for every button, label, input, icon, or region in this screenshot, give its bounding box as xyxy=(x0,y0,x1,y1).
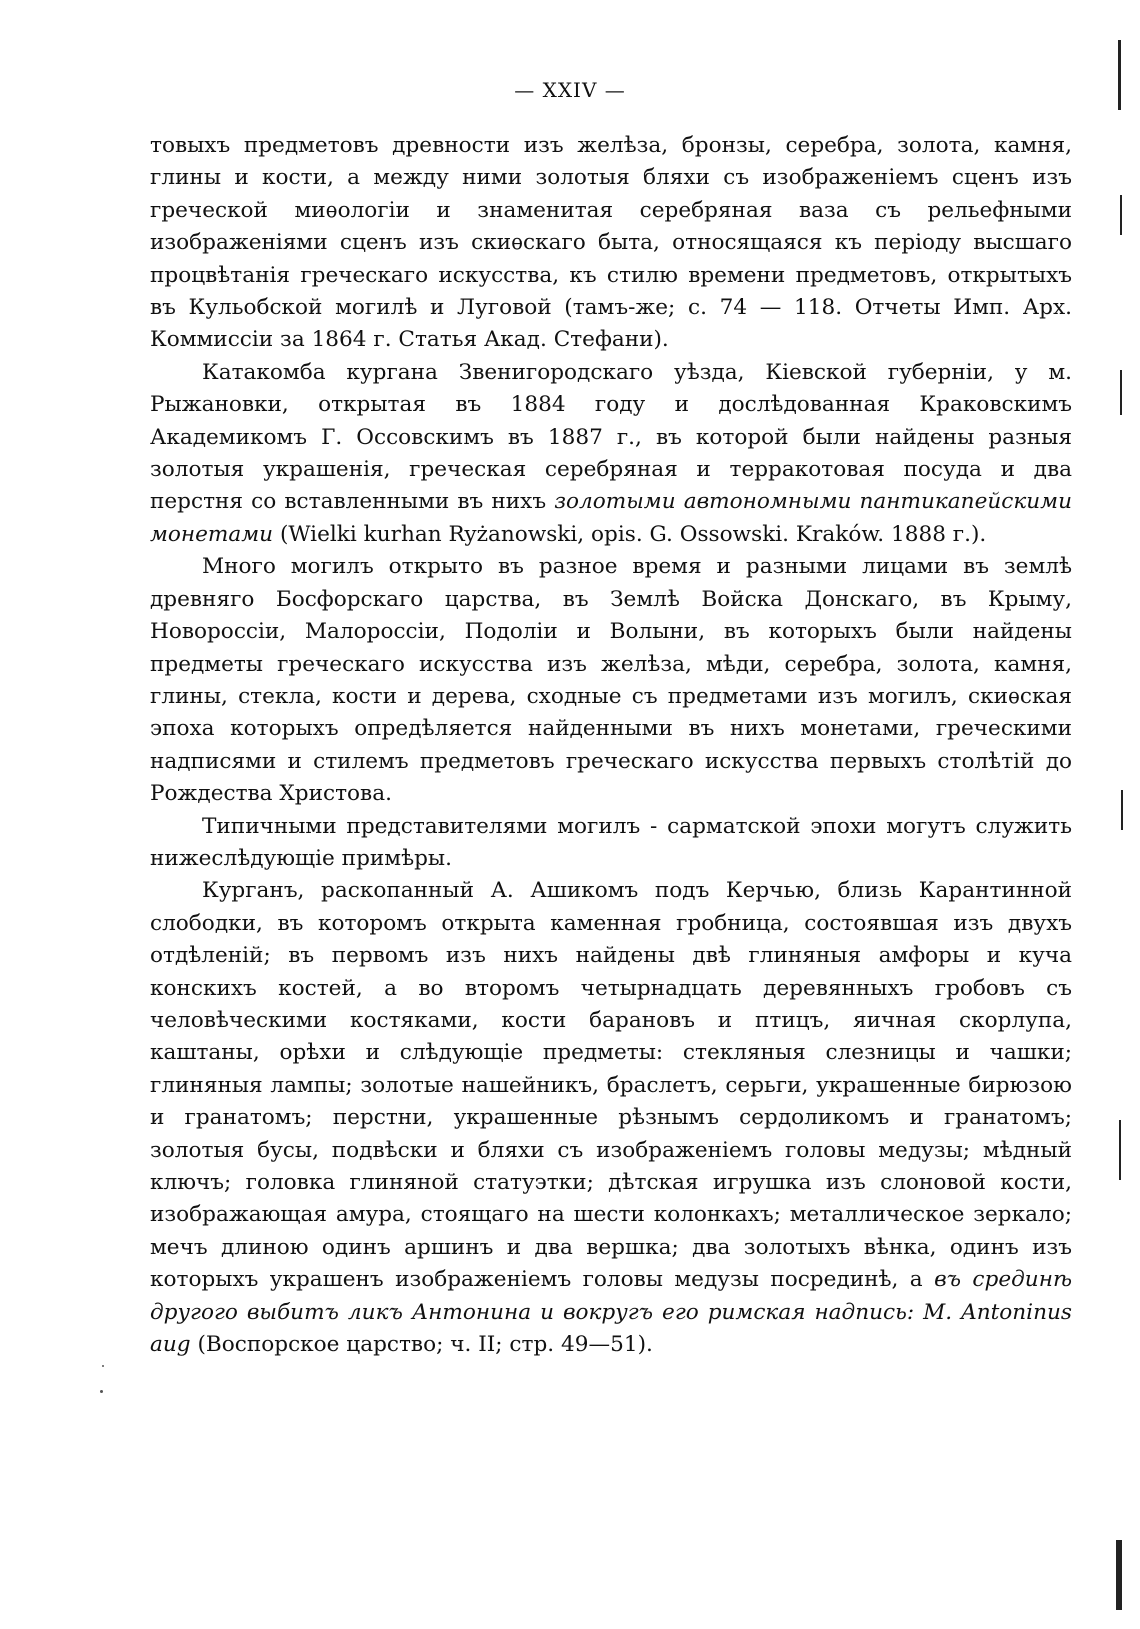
scan-margin-mark xyxy=(1119,1120,1121,1180)
paragraph-text: Много могилъ открыто въ разное время и разными лицами въ землѣ древняго Босфорскаго царства, въ Землѣ Войска Донскаго, въ Крыму, Новороссіи, Малороссіи, Подоліи и Волыни, въ которыхъ были найдены предметы греческаго искусства изъ желѣза, мѣди, серебра, золота, камня, глины, стекла, кости и дерева, сходные съ предметами изъ могилъ, скиѳская эпоха которыхъ опредѣляется найденными въ нихъ монетами, греческими надписями и стилемъ предметовъ греческаго искусства первыхъ столѣтій до Рождества Христова. xyxy=(150,554,1072,807)
paragraph-text: Типичными представителями могилъ - сарматской эпохи могутъ служить нижеслѣдующіе примѣры. xyxy=(150,813,1072,871)
paragraph-text: Курганъ, раскопанный А. Ашикомъ подъ Керчью, близь Карантинной слободки, въ которомъ открыта каменная гробница, состоявшая изъ двухъ отдѣленій; въ первомъ изъ нихъ найдены двѣ глиняныя амфоры и куча конскихъ костей, а во второмъ четырнадцать деревянныхъ гробовъ съ человѣческими костяками, кости барановъ и птицъ, яичная скорлупа, каштаны, орѣхи и слѣдующіе предметы: стекляныя слезницы и чашки; глиняныя лампы; золотые нашейникъ, браслетъ, серьги, украшенные бирюзою и гранатомъ; перстни, украшенные рѣзнымъ сердоликомъ и гранатомъ; золотыя бусы, подвѣски и бляхи съ изображеніемъ головы медузы; мѣдный ключъ; головка глиняной статуэтки; дѣтская игрушка изъ слоновой кости, изображающая амура, стоящаго на шести колонкахъ; металлическое зеркало; мечъ длиною одинъ аршинъ и два вершка; два золотыхъ вѣнка, одинъ изъ которыхъ украшенъ изображеніемъ головы медузы посрединѣ, а xyxy=(150,878,1072,1293)
paragraph-text: Катакомба кургана Звенигородскаго уѣзда, Кіевской губерніи, у м. Рыжановки, открытая въ 1884 году и дослѣдованная Краковскимъ Академикомъ Г. Оссовскимъ въ 1887 г., въ которой были найдены разныя золотыя украшенія, греческая серебряная и терракотовая посуда и два перстня со вставленными въ нихъ xyxy=(150,359,1072,515)
paragraph xyxy=(150,130,1072,357)
scan-margin-mark xyxy=(1116,1540,1122,1610)
paragraph-text: (Воспорское царство; ч. II; стр. 49—51). xyxy=(190,1332,653,1358)
paragraph-italic-text: въ срединѣ другого выбитъ ликъ Антонина и вокругъ его римская надпись: M. Antoninus aug xyxy=(150,1267,1072,1358)
paragraph xyxy=(150,875,1072,1361)
paragraph-italic-text: золотыми автономными пантикапейскими монетами xyxy=(150,489,1072,547)
paragraph-text: (Wielki kurhan Ryżanowski, opis. G. Ossowski. Kraków. 1888 г.). xyxy=(273,521,987,547)
paragraph xyxy=(150,551,1072,810)
paragraph xyxy=(150,811,1072,876)
scan-speck xyxy=(100,1390,103,1393)
scan-margin-mark xyxy=(1120,195,1122,235)
page-number: — XXIV — xyxy=(514,78,626,102)
scan-margin-mark xyxy=(1120,370,1122,415)
paragraph xyxy=(150,357,1072,551)
paragraph-text: товыхъ предметовъ древности изъ желѣза, бронзы, серебра, золота, камня, глины и кости, а между ними золотыя бляхи съ изображеніемъ сценъ изъ греческой миѳологіи и знаменитая серебряная ваза съ рельефными изображеніями сценъ изъ скиѳскаго быта, относящаяся къ періоду высшаго процвѣтанія греческаго искусства, къ стилю времени предметовъ, открытыхъ въ Кульобской могилѣ и Луговой (тамъ-же; с. 74 — 118. Отчеты Имп. Арх. Коммиссіи за 1864 г. Статья Акад. Стефани). xyxy=(150,133,1072,353)
body-text xyxy=(150,130,1072,1361)
scan-margin-mark xyxy=(1121,790,1123,830)
scan-margin-mark xyxy=(1118,40,1121,110)
scan-speck xyxy=(102,1365,104,1367)
